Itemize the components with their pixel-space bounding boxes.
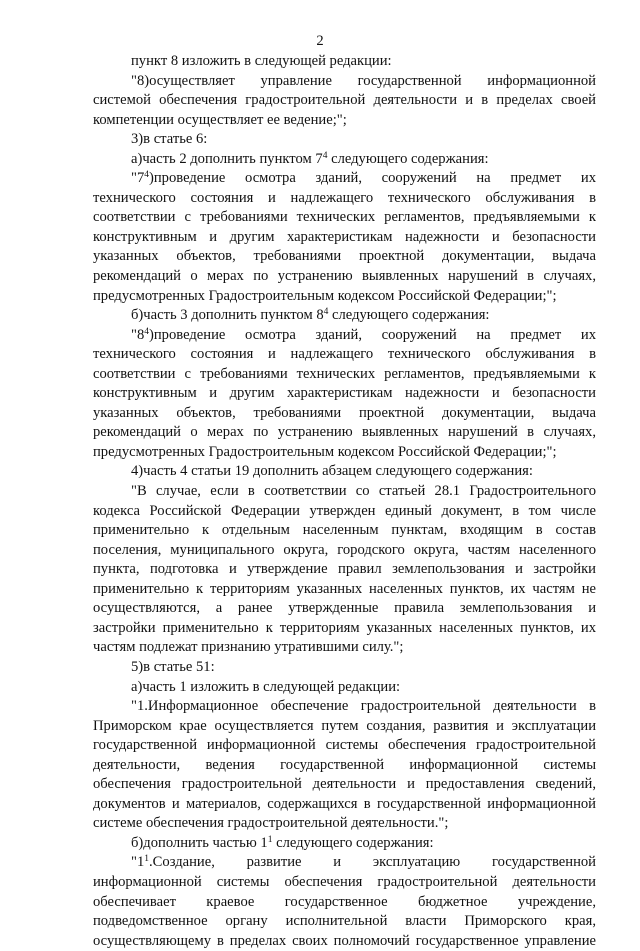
document-body	[93, 52, 596, 951]
text-line	[93, 228, 596, 248]
line-text: "В случае, если в соответствии со статьей 28.1 Градостроительного	[131, 483, 596, 500]
line-text: системой обеспечения градостроительной деятельности и в пределах своей	[93, 92, 596, 109]
line-text: обеспечения градостроительной деятельности и предоставления сведений,	[93, 776, 596, 793]
text-line	[93, 893, 596, 913]
text-line	[93, 326, 596, 346]
text-line	[93, 912, 596, 932]
line-text: 3)в статье 6:	[131, 131, 208, 148]
line-text: обеспечивает краевое государственное бюджетное учреждение,	[93, 893, 596, 910]
text-line	[93, 287, 596, 307]
line-text: рекомендаций о мерах по устранению выявленных нарушений в случаях,	[93, 424, 596, 441]
line-text-tail: следующего содержания:	[328, 307, 490, 324]
text-line	[93, 795, 596, 815]
text-line	[93, 873, 596, 893]
line-text: применительно к отдельным населенным пунктам, входящим в состав	[93, 522, 596, 539]
line-text: конструктивным и другим характеристикам надежности и безопасности	[93, 228, 596, 245]
text-line	[93, 130, 596, 150]
line-text: пункта, подготовка и утверждение правил землепользования и застройки	[93, 561, 596, 578]
text-line	[93, 599, 596, 619]
line-text: осуществляющему в пределах своих полномочий государственное управление	[93, 932, 596, 949]
line-text: "1	[131, 854, 145, 871]
text-line	[93, 482, 596, 502]
text-line	[93, 658, 596, 678]
text-line	[93, 462, 596, 482]
text-line	[93, 52, 596, 72]
line-text: системе обеспечения градостроительной деятельности.";	[93, 815, 449, 832]
line-text: пункт 8 изложить в следующей редакции:	[131, 53, 392, 69]
text-line	[93, 72, 596, 92]
line-text: деятельности, ведения государственной информационной системы	[93, 756, 596, 773]
line-text: б)дополнить частью 1	[131, 834, 268, 851]
superscript: 4	[323, 307, 329, 318]
line-text: государственной информационной системы обеспечения градостроительной	[93, 737, 596, 754]
line-text: документов и материалов, содержащихся в государственной информационной	[93, 795, 596, 812]
line-text: а)часть 1 изложить в следующей редакции:	[131, 678, 401, 695]
line-text: соответствии с требованиями технических регламентов, предъявляемыми к	[93, 209, 596, 226]
line-text: технического состояния и надлежащего технического обслуживания в	[93, 346, 596, 363]
text-line	[93, 736, 596, 756]
line-text: рекомендаций о мерах по устранению выявленных нарушений в случаях,	[93, 268, 596, 285]
text-line	[93, 834, 596, 854]
text-line	[93, 775, 596, 795]
text-line	[93, 267, 596, 287]
line-text: применительно к территориям указанных населенных пунктов, их частям не	[93, 580, 596, 597]
text-line	[93, 638, 596, 658]
text-line	[93, 384, 596, 404]
line-text: предусмотренных Градостроительным кодексом Российской Федерации;";	[93, 443, 557, 460]
line-text-tail: )проведение осмотра зданий, сооружений на предмет их	[149, 170, 596, 187]
text-line	[93, 150, 596, 170]
text-line	[93, 717, 596, 737]
line-text: "7	[131, 170, 145, 187]
line-text: 4)часть 4 статьи 19 дополнить абзацем следующего содержания:	[131, 463, 533, 480]
line-text: застройки применительно к территориям указанных населенных пунктов, их	[93, 619, 596, 636]
line-text: конструктивным и другим характеристикам надежности и безопасности	[93, 385, 596, 402]
line-text-tail: .Создание, развитие и эксплуатацию государственной	[149, 854, 596, 871]
text-line	[93, 404, 596, 424]
line-text-tail: )проведение осмотра зданий, сооружений на предмет их	[149, 326, 596, 343]
line-text-tail: следующего содержания:	[272, 834, 434, 851]
line-text: осуществляются, а ранее утвержденные правила землепользования и	[93, 600, 596, 617]
text-line	[93, 208, 596, 228]
superscript: 1	[267, 834, 273, 845]
line-text: частям подлежат признанию утратившими силу.";	[93, 639, 404, 656]
text-line	[93, 814, 596, 834]
superscript: 4	[322, 150, 328, 161]
text-line	[93, 932, 596, 951]
text-line	[93, 756, 596, 776]
superscript: 4	[144, 170, 150, 181]
text-line	[93, 541, 596, 561]
text-line	[93, 502, 596, 522]
line-text: 5)в статье 51:	[131, 658, 215, 675]
text-line	[93, 189, 596, 209]
text-line	[93, 423, 596, 443]
line-text: соответствии с требованиями технических регламентов, предъявляемыми к	[93, 365, 596, 382]
line-text: информационной системы обеспечения градостроительной деятельности	[93, 873, 596, 890]
line-text: б)часть 3 дополнить пунктом 8	[131, 307, 324, 324]
text-line	[93, 443, 596, 463]
line-text: компетенции осуществляет ее ведение;";	[93, 111, 347, 128]
text-line	[93, 111, 596, 131]
line-text: предусмотренных Градостроительным кодексом Российской Федерации;";	[93, 287, 557, 304]
text-line	[93, 365, 596, 385]
line-text: подведомственное органу исполнительной власти Приморского края,	[93, 913, 596, 930]
text-line	[93, 521, 596, 541]
line-text: указанных объектов, требованиями проектной документации, выдача	[93, 248, 596, 265]
line-text: "8	[131, 326, 145, 343]
superscript: 4	[144, 326, 150, 337]
line-text-tail: следующего содержания:	[327, 150, 489, 167]
text-line	[93, 697, 596, 717]
line-text: кодекса Российской Федерации утвержден единый документ, в том числе	[93, 502, 596, 519]
page-number: 2	[316, 33, 324, 49]
line-text: а)часть 2 дополнить пунктом 7	[131, 150, 323, 167]
text-line	[93, 678, 596, 698]
text-line	[93, 169, 596, 189]
text-line	[93, 306, 596, 326]
text-line	[93, 560, 596, 580]
line-text: "8)осуществляет управление государственной информационной	[131, 72, 596, 89]
superscript: 1	[144, 854, 150, 865]
text-line	[93, 853, 596, 873]
line-text: "1.Информационное обеспечение градостроительной деятельности в	[131, 698, 596, 715]
line-text: указанных объектов, требованиями проектной документации, выдача	[93, 404, 596, 421]
line-text: технического состояния и надлежащего технического обслуживания в	[93, 189, 596, 206]
text-line	[93, 91, 596, 111]
line-text: поселения, муниципального округа, городского округа, частям населенного	[93, 541, 596, 558]
text-line	[93, 619, 596, 639]
line-text: Приморском крае осуществляется путем создания, развития и эксплуатации	[93, 717, 596, 734]
text-line	[93, 247, 596, 267]
text-line	[93, 580, 596, 600]
text-line	[93, 345, 596, 365]
